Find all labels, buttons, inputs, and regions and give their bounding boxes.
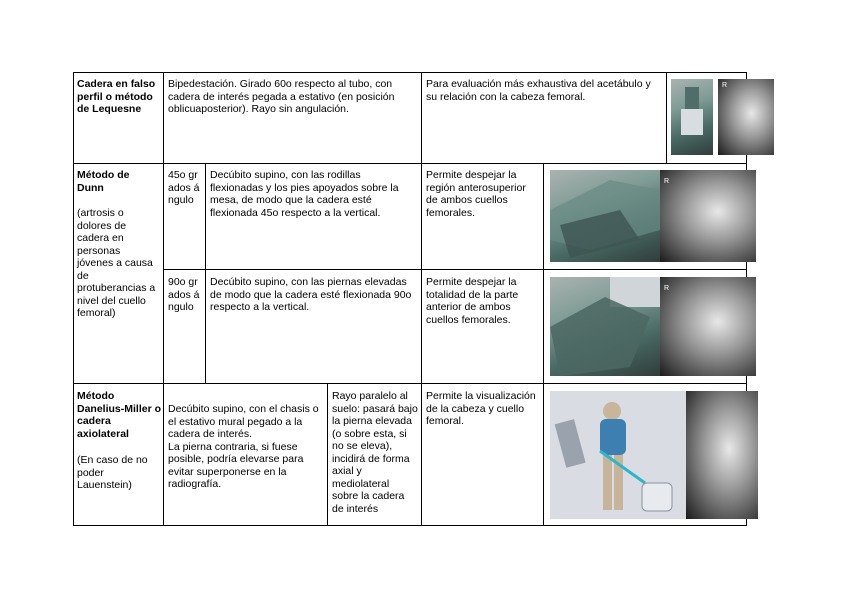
col-divider (666, 72, 667, 163)
col-divider (327, 383, 328, 526)
dunn-90-positioning-photo (550, 277, 660, 376)
dunn-45-xray-image (660, 170, 756, 262)
purpose-lequesne: Para evaluación más exhaustiva del acetábulo y su relación con la cabeza femoral. (426, 78, 651, 103)
description-part1: Decúbito supino, con el chasis o el estativo mural pegado a la cadera de interés. (168, 403, 319, 440)
angle-dunn-45: 45o grados ángulo (168, 169, 200, 206)
description-lequesne: Bipedestación. Girado 60o respecto al tubo, con cadera de interés pegada a estativo (en posición oblicuaposterior). Rayo sin angulación. (168, 78, 395, 115)
subtitle-danelius-miller: (En caso de no poder Lauenstein) (77, 454, 148, 491)
purpose-dunn-90: Permite despejar la totalidad de la parte anterior de ambos cuellos femorales. (426, 276, 519, 326)
row-divider (163, 269, 747, 270)
angle-dunn-90: 90o grados ángulo (168, 276, 200, 313)
col-divider (205, 163, 206, 383)
table-border-bottom (73, 525, 747, 526)
dunn-90-xray-image (660, 277, 756, 376)
danelius-miller-positioning-photo (550, 391, 686, 519)
row-title-lequesne: Cadera en falso perfil o método de Lequesne (77, 78, 156, 115)
purpose-dunn-45: Permite despejar la región anterosuperior de ambos cuellos femorales. (426, 169, 526, 219)
description-dunn-45: Decúbito supino, con las rodillas flexionadas y los pies apoyados sobre la mesa, de modo que la cadera esté flexionada 45o respecto a la vertical. (210, 169, 399, 219)
xray-marker: R (664, 285, 670, 292)
description-danelius-miller (168, 403, 323, 491)
row-divider (73, 163, 747, 164)
table-border-top (73, 72, 747, 73)
table-border-left (73, 72, 74, 526)
row-title-danelius-miller (77, 390, 161, 440)
description-dunn-90: Decúbito supino, con las piernas elevadas de modo que la cadera esté flexionada 90o respecto a la vertical. (210, 276, 412, 313)
row-divider (73, 383, 747, 384)
col-divider (543, 163, 544, 526)
dunn-45-positioning-photo (550, 170, 660, 262)
danelius-miller-xray-image (686, 391, 758, 519)
lequesne-positioning-photo (671, 79, 713, 155)
title-line1: Método Danelius-Miller o (77, 390, 162, 415)
title-bold2: cadera axiolateral (77, 415, 129, 440)
ray-danelius-miller: Rayo paralelo al suelo: pasará bajo la pierna elevada (o sobre esta, si no se eleva), incidirá de forma axial y mediolateral sobre la cadera de interés (332, 390, 418, 515)
row-title-dunn: Método de Dunn (77, 169, 130, 194)
col-divider (421, 72, 422, 526)
xray-marker: R (664, 178, 670, 185)
lequesne-xray-image (718, 79, 774, 155)
col-divider (163, 72, 164, 526)
purpose-danelius-miller: Permite la visualización de la cabeza y cuello femoral. (426, 390, 536, 427)
description-part2: La pierna contraria, si fuese posible, podría elevarse para evitar superponerse en la radiografía. (168, 440, 304, 490)
xray-marker: R (722, 82, 728, 89)
subtitle-dunn: (artrosis o dolores de cadera en personas jóvenes a causa de protuberancias a nivel del cuello femoral) (77, 207, 156, 319)
